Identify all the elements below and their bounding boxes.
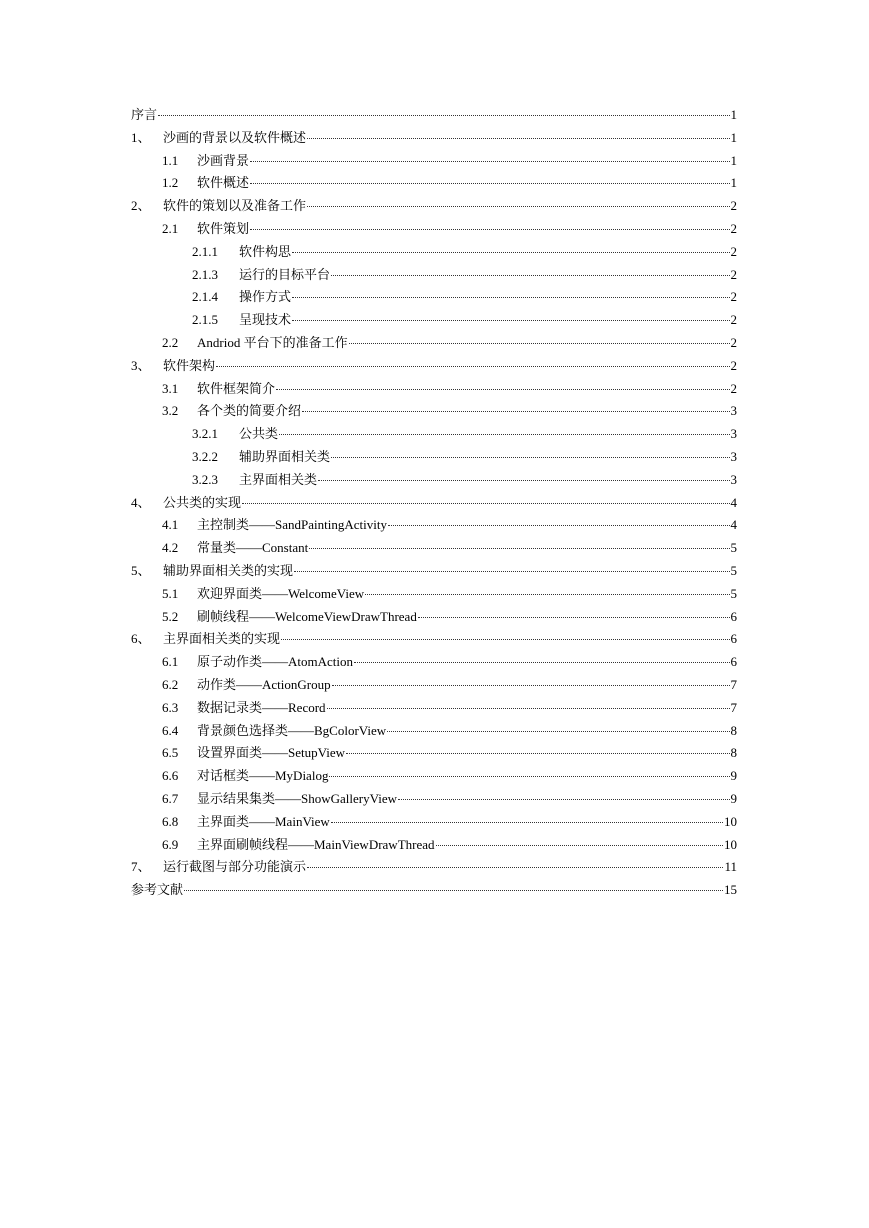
toc-entry-number: 2.1.4 [192, 289, 218, 305]
toc-entry-title: 主界面相关类的实现 [163, 631, 281, 647]
toc-entry-page-number: 3 [730, 471, 737, 487]
toc-dot-leader [398, 799, 730, 800]
toc-entry-page-number: 6 [730, 631, 737, 647]
toc-entry[interactable] [131, 218, 737, 241]
toc-entry-page-number: 2 [730, 334, 737, 350]
toc-entry-page-number: 2 [730, 266, 737, 282]
toc-entry-number: 4.2 [162, 540, 179, 556]
toc-entry-title: 运行截图与部分功能演示 [163, 859, 307, 875]
toc-entry-number: 6.1 [162, 654, 179, 670]
toc-entry-page-number: 5 [730, 585, 737, 601]
toc-entry-number: 6.6 [162, 768, 179, 784]
toc-entry[interactable] [131, 742, 737, 765]
toc-entry-page-number: 4 [730, 517, 737, 533]
toc-dot-leader [242, 503, 729, 504]
toc-entry-number: 6.4 [162, 722, 179, 738]
toc-entry-number: 6.7 [162, 790, 179, 806]
toc-entry[interactable] [131, 606, 737, 629]
toc-entry[interactable] [131, 332, 737, 355]
toc-entry-title: 主界面类——MainView [197, 813, 330, 829]
toc-dot-leader [329, 776, 729, 777]
toc-entry-page-number: 2 [730, 357, 737, 373]
toc-dot-leader [331, 822, 723, 823]
toc-entry[interactable] [131, 286, 737, 309]
toc-entry-page-number: 2 [730, 243, 737, 259]
toc-entry-title: 沙画的背景以及软件概述 [163, 129, 307, 145]
toc-entry-title: 辅助界面相关类 [239, 448, 331, 464]
toc-entry-title: 操作方式 [239, 289, 292, 305]
toc-entry-page-number: 7 [730, 676, 737, 692]
toc-dot-leader [292, 297, 729, 298]
toc-entry-title: 主界面相关类 [239, 471, 318, 487]
toc-dot-leader [307, 206, 729, 207]
toc-entry-page-number: 9 [730, 790, 737, 806]
toc-dot-leader [387, 731, 729, 732]
toc-entry-number: 5.2 [162, 608, 179, 624]
toc-dot-leader [418, 617, 730, 618]
toc-entry-page-number: 2 [730, 312, 737, 328]
toc-entry-number: 6.2 [162, 676, 179, 692]
toc-entry-number: 6.5 [162, 745, 179, 761]
toc-entry-number: 4、 [131, 494, 151, 510]
toc-entry-title: 辅助界面相关类的实现 [163, 562, 294, 578]
toc-entry-title: 对话框类——MyDialog [197, 768, 329, 784]
toc-entry-page-number: 9 [730, 768, 737, 784]
toc-entry[interactable] [131, 788, 737, 811]
toc-entry-title: 数据记录类——Record [197, 699, 326, 715]
toc-entry[interactable] [131, 264, 737, 287]
toc-entry[interactable] [131, 127, 737, 150]
toc-dot-leader [250, 161, 729, 162]
toc-entry-number: 5.1 [162, 585, 179, 601]
toc-dot-leader [294, 571, 729, 572]
toc-entry[interactable] [131, 195, 737, 218]
table-of-contents [131, 104, 737, 902]
toc-entry[interactable] [131, 834, 737, 857]
toc-entry[interactable] [131, 423, 737, 446]
toc-dot-leader [436, 845, 723, 846]
toc-dot-leader [346, 753, 730, 754]
toc-dot-leader [365, 594, 729, 595]
toc-entry-title: 常量类——Constant [197, 540, 309, 556]
toc-entry-title: 沙画背景 [197, 152, 250, 168]
toc-dot-leader [331, 457, 729, 458]
toc-dot-leader [307, 138, 729, 139]
toc-entry-title: 原子动作类——AtomAction [197, 654, 353, 670]
toc-entry-number: 3.2.2 [192, 448, 218, 464]
toc-entry-title: 序言 [131, 107, 158, 122]
toc-dot-leader [216, 366, 729, 367]
toc-entry-number: 1.2 [162, 175, 179, 191]
toc-dot-leader [388, 525, 730, 526]
toc-entry[interactable] [131, 856, 737, 879]
toc-entry-title: 背景颜色选择类——BgColorView [197, 722, 387, 738]
toc-entry[interactable] [131, 150, 737, 173]
toc-dot-leader [279, 434, 729, 435]
toc-dot-leader [184, 890, 723, 891]
toc-entry-page-number: 3 [730, 448, 737, 464]
toc-entry-number: 3.1 [162, 380, 179, 396]
toc-dot-leader [327, 708, 730, 709]
toc-entry-title: 呈现技术 [239, 312, 292, 328]
toc-entry[interactable] [131, 560, 737, 583]
toc-dot-leader [318, 480, 729, 481]
toc-entry-page-number: 1 [730, 175, 737, 191]
toc-entry[interactable] [131, 241, 737, 264]
toc-entry-number: 2、 [131, 198, 151, 214]
toc-dot-leader [354, 662, 730, 663]
toc-entry-title: 动作类——ActionGroup [197, 676, 331, 692]
toc-entry-page-number: 10 [724, 836, 737, 852]
toc-entry-title: 运行的目标平台 [239, 266, 331, 282]
toc-entry-title: 软件的策划以及准备工作 [163, 198, 307, 214]
toc-dot-leader [250, 229, 729, 230]
toc-entry-number: 6.8 [162, 813, 179, 829]
toc-entry[interactable] [131, 514, 737, 537]
toc-entry[interactable] [131, 720, 737, 743]
toc-entry[interactable] [131, 628, 737, 651]
toc-dot-leader [158, 115, 729, 116]
toc-entry-page-number: 6 [730, 654, 737, 670]
toc-entry-title: 主控制类——SandPaintingActivity [197, 517, 387, 533]
toc-entry-page-number: 3 [730, 426, 737, 442]
toc-dot-leader [276, 389, 729, 390]
toc-entry-number: 1.1 [162, 152, 179, 168]
toc-entry-number: 3.2 [162, 403, 179, 419]
toc-dot-leader [250, 183, 729, 184]
toc-dot-leader [292, 320, 729, 321]
toc-entry-number: 3、 [131, 357, 151, 373]
toc-entry[interactable] [131, 172, 737, 195]
toc-entry[interactable] [131, 104, 737, 127]
toc-entry-title: 刷帧线程——WelcomeViewDrawThread [197, 608, 417, 624]
toc-dot-leader [292, 252, 729, 253]
toc-entry-page-number: 6 [730, 608, 737, 624]
toc-entry-title: 显示结果集类——ShowGalleryView [197, 790, 397, 806]
toc-entry-number: 1、 [131, 129, 151, 145]
toc-entry-title: 公共类的实现 [163, 494, 242, 510]
toc-entry-page-number: 3 [730, 403, 737, 419]
toc-dot-leader [332, 685, 730, 686]
toc-entry-page-number: 7 [730, 699, 737, 715]
toc-dot-leader [309, 548, 729, 549]
toc-entry[interactable] [131, 583, 737, 606]
toc-entry-page-number: 11 [724, 859, 737, 875]
toc-entry[interactable] [131, 309, 737, 332]
toc-dot-leader [302, 411, 729, 412]
toc-entry-title: 软件构思 [239, 243, 292, 259]
toc-entry-number: 2.1.5 [192, 312, 218, 328]
toc-entry-number: 4.1 [162, 517, 179, 533]
toc-entry-number: 5、 [131, 562, 151, 578]
toc-entry-title: 参考文献 [131, 882, 184, 898]
toc-entry-title: 软件概述 [197, 175, 250, 191]
toc-entry-title: 软件策划 [197, 220, 250, 236]
toc-entry-page-number: 2 [730, 289, 737, 305]
toc-dot-leader [331, 275, 729, 276]
toc-entry-page-number: 4 [730, 494, 737, 510]
toc-entry-number: 3.2.3 [192, 471, 218, 487]
toc-entry-number: 2.1 [162, 220, 179, 236]
toc-dot-leader [281, 639, 729, 640]
toc-entry-number: 6.9 [162, 836, 179, 852]
toc-entry-page-number: 1 [730, 152, 737, 168]
toc-entry[interactable] [131, 651, 737, 674]
toc-entry-number: 2.2 [162, 334, 179, 350]
toc-dot-leader [349, 343, 730, 344]
toc-entry-number: 7、 [131, 859, 151, 875]
toc-entry-page-number: 8 [730, 745, 737, 761]
toc-entry[interactable] [131, 378, 737, 401]
toc-entry-page-number: 1 [730, 129, 737, 145]
toc-dot-leader [307, 867, 723, 868]
toc-entry-title: 各个类的简要介绍 [197, 403, 302, 419]
toc-entry[interactable] [131, 811, 737, 834]
toc-entry-page-number: 1 [730, 107, 737, 122]
toc-entry-page-number: 2 [730, 220, 737, 236]
toc-entry[interactable] [131, 765, 737, 788]
toc-entry-number: 3.2.1 [192, 426, 218, 442]
toc-entry-page-number: 5 [730, 540, 737, 556]
toc-entry-title: Andriod 平台下的准备工作 [197, 334, 348, 350]
toc-entry[interactable] [131, 674, 737, 697]
toc-entry-title: 公共类 [239, 426, 279, 442]
toc-entry-number: 2.1.3 [192, 266, 218, 282]
toc-entry-title: 软件架构 [163, 357, 216, 373]
toc-entry[interactable] [131, 355, 737, 378]
toc-entry-page-number: 8 [730, 722, 737, 738]
toc-entry-page-number: 2 [730, 380, 737, 396]
toc-entry[interactable] [131, 446, 737, 469]
toc-entry-page-number: 5 [730, 562, 737, 578]
toc-entry-number: 2.1.1 [192, 243, 218, 259]
toc-entry-page-number: 10 [724, 813, 737, 829]
toc-entry[interactable] [131, 469, 737, 492]
toc-entry-title: 软件框架简介 [197, 380, 276, 396]
toc-entry-page-number: 15 [724, 882, 737, 898]
toc-entry[interactable] [131, 537, 737, 560]
toc-entry-number: 6、 [131, 631, 151, 647]
toc-entry-number: 6.3 [162, 699, 179, 715]
toc-entry-title: 欢迎界面类——WelcomeView [197, 585, 365, 601]
toc-entry[interactable] [131, 697, 737, 720]
toc-entry-page-number: 2 [730, 198, 737, 214]
toc-entry-title: 设置界面类——SetupView [197, 745, 345, 761]
toc-entry[interactable] [131, 492, 737, 515]
toc-entry[interactable] [131, 879, 737, 902]
toc-entry[interactable] [131, 400, 737, 423]
toc-entry-title: 主界面刷帧线程——MainViewDrawThread [197, 836, 435, 852]
